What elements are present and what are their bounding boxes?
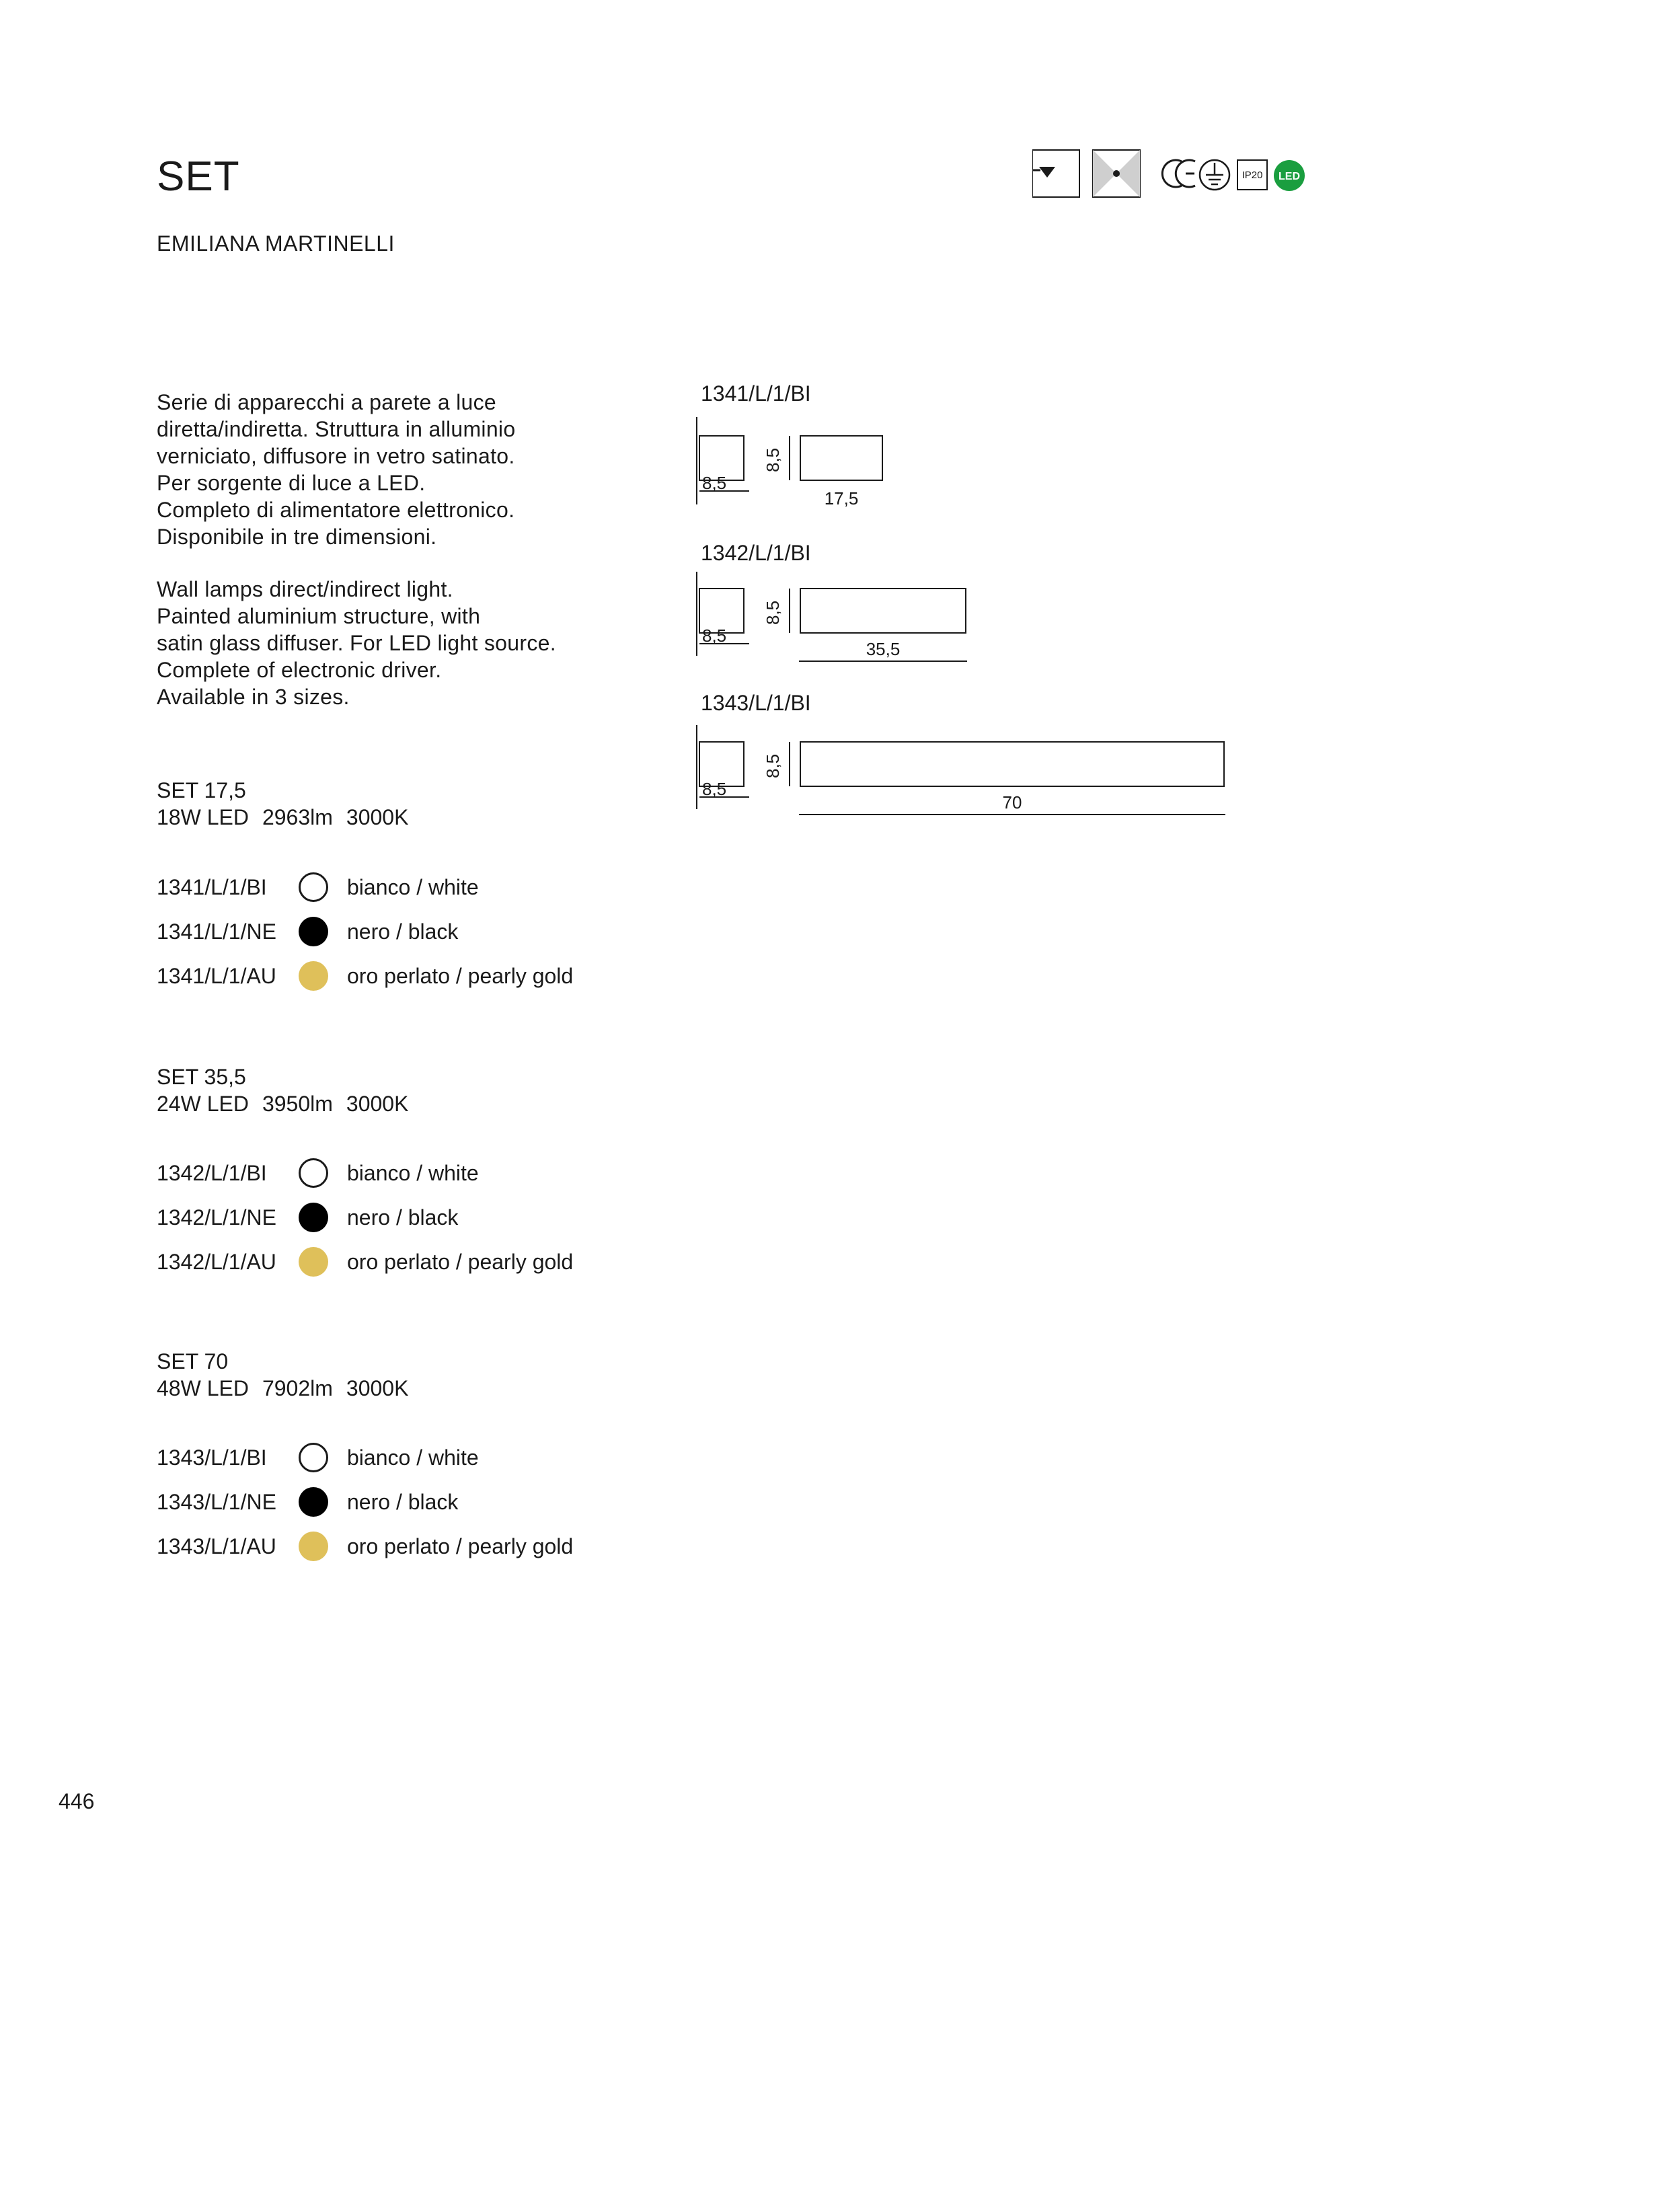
description-line: Serie di apparecchi a parete a luce [157, 390, 497, 414]
variant-color: nero / black [347, 1205, 459, 1230]
variant-color: bianco / white [347, 875, 479, 899]
set-name: SET 35,5 [157, 1065, 246, 1089]
variant-code: 1341/L/1/BI [157, 875, 267, 899]
led-badge-label: LED [1278, 171, 1300, 182]
dimension-height: 8,5 [763, 447, 783, 472]
dimension-depth: 8,5 [702, 626, 727, 646]
ip-rating-label: IP20 [1242, 169, 1263, 181]
led-badge-icon [1274, 160, 1305, 191]
variant-color: oro perlato / pearly gold [347, 1534, 574, 1558]
drawing-1342 [697, 541, 967, 661]
description-line: Per sorgente di luce a LED. [157, 471, 426, 495]
dimension-height: 8,5 [763, 600, 783, 625]
front-view [800, 742, 1224, 786]
color-swatch-black [299, 1203, 328, 1232]
variant-row [157, 1245, 762, 1279]
front-view [800, 589, 966, 633]
variant-row [157, 1201, 762, 1234]
variant-row [157, 1485, 762, 1519]
description-line: Disponibile in tre dimensioni. [157, 525, 437, 549]
drawing-1341 [697, 381, 882, 508]
set-name: SET 70 [157, 1349, 229, 1373]
set-lumen: 3950lm [262, 1092, 333, 1116]
description-english [157, 576, 627, 710]
drawing-code: 1341/L/1/BI [701, 381, 811, 406]
set-lumen: 2963lm [262, 805, 333, 829]
dimension-drawings [693, 377, 1251, 834]
description-line: Wall lamps direct/indirect light. [157, 577, 453, 601]
set-power: 18W LED [157, 805, 249, 829]
set-specs [157, 1375, 422, 1402]
set-power: 24W LED [157, 1092, 249, 1116]
dimension-depth: 8,5 [702, 473, 727, 493]
set-lumen: 7902lm [262, 1376, 333, 1400]
set-heading [157, 1348, 422, 1402]
variant-color: nero / black [347, 1490, 459, 1514]
drawing-code: 1342/L/1/BI [701, 541, 811, 565]
variant-color: bianco / white [347, 1161, 479, 1185]
dimension-length: 70 [1002, 792, 1022, 813]
description-line: Completo di alimentatore elettronico. [157, 498, 515, 522]
color-swatch-white [299, 872, 328, 902]
variant-code: 1342/L/1/AU [157, 1250, 276, 1274]
description-line: Available in 3 sizes. [157, 685, 350, 709]
color-swatch-black [299, 1487, 328, 1517]
variant-color: oro perlato / pearly gold [347, 1250, 574, 1274]
set-specs [157, 804, 422, 831]
set-cct: 3000K [346, 1092, 409, 1116]
variant-row [157, 959, 762, 993]
designer-name: EMILIANA MARTINELLI [157, 231, 395, 256]
direct-indirect-light-icon [1093, 150, 1140, 197]
color-swatch-gold [299, 1532, 328, 1561]
set-cct: 3000K [346, 1376, 409, 1400]
color-swatch-black [299, 917, 328, 946]
variant-row [157, 915, 762, 948]
set-power: 48W LED [157, 1376, 249, 1400]
variant-row [157, 870, 762, 904]
variant-code: 1342/L/1/NE [157, 1205, 276, 1230]
front-view [800, 436, 882, 480]
variant-row [157, 1530, 762, 1563]
variant-code: 1343/L/1/BI [157, 1445, 267, 1470]
set-heading [157, 1063, 422, 1117]
variant-row [157, 1156, 762, 1190]
dimension-length: 35,5 [866, 639, 901, 659]
description-line: Painted aluminium structure, with [157, 604, 481, 628]
set-heading [157, 777, 422, 831]
variant-code: 1343/L/1/AU [157, 1534, 276, 1558]
earth-ground-icon [1200, 160, 1229, 190]
color-swatch-gold [299, 1247, 328, 1277]
ip-rating-icon [1237, 160, 1267, 190]
description-line: satin glass diffuser. For LED light source. [157, 631, 556, 655]
variant-code: 1341/L/1/NE [157, 919, 276, 944]
dimension-length: 17,5 [824, 488, 859, 508]
set-name: SET 17,5 [157, 778, 246, 802]
page-number: 446 [59, 1789, 95, 1813]
dimension-depth: 8,5 [702, 779, 727, 799]
variant-color: oro perlato / pearly gold [347, 964, 574, 988]
variant-color: nero / black [347, 919, 459, 944]
variant-code: 1342/L/1/BI [157, 1161, 267, 1185]
page-title: SET [157, 153, 240, 200]
variant-code: 1343/L/1/NE [157, 1490, 276, 1514]
variant-color: bianco / white [347, 1445, 479, 1470]
variant-code: 1341/L/1/AU [157, 964, 276, 988]
color-swatch-gold [299, 961, 328, 991]
set-specs [157, 1090, 422, 1117]
description-italian [157, 389, 627, 550]
set-cct: 3000K [346, 805, 409, 829]
description-line: verniciato, diffusore in vetro satinato. [157, 444, 515, 468]
color-swatch-white [299, 1158, 328, 1188]
wall-mount-icon [1032, 150, 1079, 197]
description-line: diretta/indiretta. Struttura in alluminio [157, 417, 516, 441]
color-swatch-white [299, 1443, 328, 1472]
description-line: Complete of electronic driver. [157, 658, 442, 682]
icon-strip [1032, 147, 1348, 200]
drawing-code: 1343/L/1/BI [701, 691, 811, 715]
ce-mark-icon [1162, 160, 1195, 187]
variant-row [157, 1441, 762, 1474]
dimension-height: 8,5 [763, 753, 783, 778]
drawing-1343 [697, 691, 1225, 815]
